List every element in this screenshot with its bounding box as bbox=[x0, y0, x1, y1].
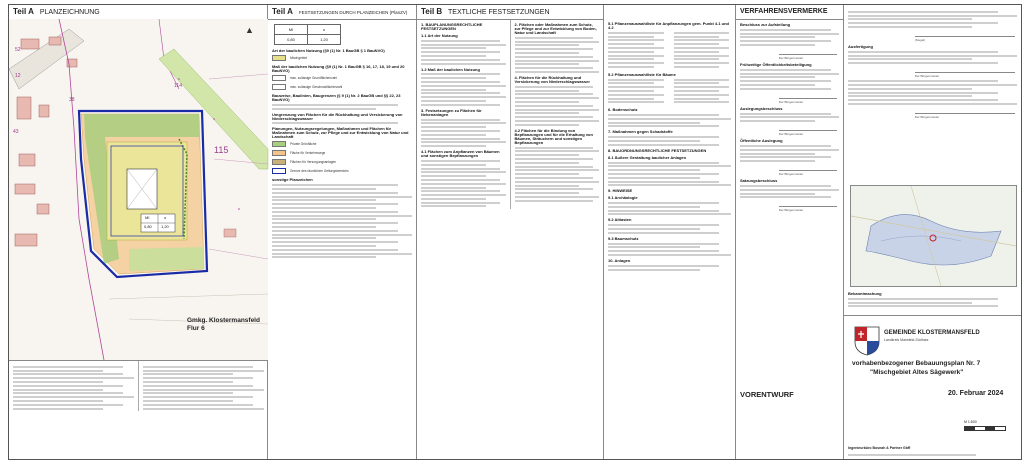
plan-notes bbox=[9, 360, 268, 462]
legend-row bbox=[272, 73, 412, 82]
gemarkung-name: Gmkg. Klostermansfeld bbox=[187, 317, 260, 324]
text-section: 9.2 Altlasten bbox=[608, 217, 632, 223]
legend-row bbox=[272, 148, 412, 157]
parcel-label: 115 bbox=[214, 145, 229, 155]
procedure-step: Öffentliche Auslegung bbox=[740, 138, 783, 144]
legend-cell: o bbox=[308, 25, 341, 35]
legend-label: max. zulässige Geschossflächenzahl bbox=[290, 84, 343, 89]
legend-row bbox=[272, 53, 412, 62]
legend-row bbox=[272, 157, 412, 166]
text-section: 5.1 Pflanzenauswahlliste für Anpflanzungen gem. Punkt 4.1 und 4.2 bbox=[608, 21, 729, 30]
site-map bbox=[9, 19, 268, 360]
planzeichnung-column bbox=[9, 5, 268, 459]
col3-tag: Teil B bbox=[421, 7, 443, 16]
legend-cell: MI bbox=[275, 25, 308, 35]
legend-section: Art der baulichen Nutzung (§9 (1) Nr. 1 BauGB § 1 BauNVO) bbox=[272, 48, 385, 53]
text-section: 9.1 Archäologie bbox=[608, 195, 638, 201]
legend-label: Mischgebiet bbox=[290, 55, 308, 60]
parcel-label: 52 bbox=[15, 47, 21, 53]
plan-title: vorhabenbezogener Bebauungsplan Nr. 7 bbox=[852, 360, 981, 367]
legend-label: Flächen für Versorgungsanlagen bbox=[290, 159, 337, 164]
text-section: 1. BAUPLANUNGSRECHTLICHE FESTSETZUNGEN bbox=[421, 22, 483, 31]
schablone-cell: 0,80 bbox=[144, 224, 152, 229]
text-section: 9.3 Baumschutz bbox=[608, 235, 639, 241]
text-section: 4.2 Flächen für die Bindung von Bepflanzungen und für die Erhaltung von Bäumen, Sträuchern und sonstigen Bepflanzungen bbox=[514, 127, 593, 145]
textliche-festsetzungen-column bbox=[417, 5, 604, 459]
north-arrow-icon: ▲ bbox=[245, 25, 254, 35]
text-section: 1.2 Maß der baulichen Nutzung bbox=[421, 66, 480, 72]
procedure-step: Ausfertigung bbox=[848, 43, 873, 49]
parcel-label: 114 bbox=[174, 83, 182, 89]
legend-section: Bauweise, Baulinien, Baugrenzen (§ 9 (1) Nr. 2 BauGB und §§ 22, 23 BauNVO) bbox=[272, 93, 401, 102]
text-section: 8. BAUORDNUNGSRECHTLICHE FESTSETZUNGEN bbox=[608, 147, 707, 153]
planzeichen-header bbox=[268, 5, 416, 20]
text-section: 10. Anlagen bbox=[608, 258, 631, 264]
coat-of-arms-icon bbox=[854, 326, 880, 356]
legend-label: max. zulässige Grundflächenzahl bbox=[290, 75, 337, 80]
overview-map bbox=[850, 185, 1017, 287]
parcel-label: 12 bbox=[15, 73, 21, 79]
parcel-label: 43 bbox=[13, 129, 19, 135]
scale-bar bbox=[964, 426, 1006, 431]
schablone-cell: 1,20 bbox=[161, 224, 169, 229]
plan-sheet bbox=[8, 4, 1022, 460]
municipality-district: Landkreis Mansfeld-Südharz bbox=[884, 338, 929, 342]
signature-line: Der Bürgermeister bbox=[779, 98, 837, 104]
plan-scale: M 1:500 bbox=[964, 420, 977, 424]
legend-section: Maß der baulichen Nutzung (§9 (1) Nr. 1 BauGB § 16, 17, 18, 19 und 20 BauNVO) bbox=[272, 64, 405, 73]
map-drawing bbox=[9, 19, 268, 360]
municipality-name: GEMEINDE KLOSTERMANSFELD bbox=[884, 330, 980, 336]
text-section: 9. HINWEISE bbox=[608, 188, 633, 194]
verfahrensvermerke-header bbox=[736, 5, 843, 20]
col1-tag: Teil A bbox=[13, 7, 34, 16]
legend-row bbox=[272, 82, 412, 91]
signature-line: Der Bürgermeister bbox=[915, 72, 1015, 78]
text-section: 6. Bodenschutz bbox=[608, 107, 638, 113]
text-section: 4.1 Flächen zum Anpflanzen von Bäumen und sonstigen Bepflanzungen bbox=[421, 149, 500, 159]
legend-row bbox=[272, 139, 412, 148]
teil-b-header bbox=[417, 5, 603, 20]
gemarkung-label bbox=[187, 317, 260, 333]
procedure-step: Beschluss zur Aufstellung bbox=[740, 22, 791, 27]
legend-section: sonstige Planzeichen bbox=[272, 177, 313, 183]
text-section: 3. Festsetzungen zu Flächen für Nebenanlagen bbox=[421, 107, 482, 117]
signature-line: (Siegel) bbox=[915, 36, 1015, 42]
schablone-cell: o bbox=[164, 215, 167, 220]
planzeichnung-header bbox=[9, 5, 267, 20]
text-section: 8.1 Äußere Gestaltung baulicher Anlagen bbox=[608, 154, 687, 160]
signature-line: Der Bürgermeister bbox=[779, 206, 837, 212]
planzeichen-column bbox=[268, 5, 417, 459]
legend-label: Fläche für Verkehrswege bbox=[290, 150, 326, 155]
signature-line: Der Bürgermeister bbox=[915, 113, 1015, 119]
legend-label: Grenze des räumlichen Geltungsbereichs bbox=[290, 168, 349, 173]
plan-subtitle: "Mischgebiet Altes Sägewerk" bbox=[870, 369, 964, 376]
procedure-step: Frühzeitige Öffentlichkeitsbeteiligung bbox=[740, 61, 812, 67]
legend-section: Umgrenzung von Flächen für die Rückhaltung und Versickerung von Niederschlagswasser bbox=[272, 111, 403, 121]
hinweise-column bbox=[604, 5, 736, 459]
col2-title: FESTSETZUNGEN DURCH PLANZEICHEN (PlanZV) bbox=[298, 10, 408, 15]
text-section: 7. Maßnahmen gegen Schadstoffe bbox=[608, 129, 673, 135]
legend-cell: 0,80 bbox=[275, 35, 308, 45]
legend-section: Planungen, Nutzungsregelungen, Maßnahmen und Flächen für Maßnahmen zum Schutz, zur Pflege und zur Entwicklung von Natur und Landschaft bbox=[272, 126, 409, 140]
col3-title: TEXTLICHE FESTSETZUNGEN bbox=[448, 9, 550, 16]
plan-date: 20. Februar 2024 bbox=[948, 390, 1004, 397]
plan-stage: VORENTWURF bbox=[740, 390, 794, 399]
procedure-step: Bekanntmachung bbox=[848, 291, 882, 296]
signature-line: Der Bürgermeister bbox=[779, 170, 837, 176]
col5-title: VERFAHRENSVERMERKE bbox=[740, 8, 828, 15]
flur-number: Flur 6 bbox=[187, 325, 205, 332]
title-block bbox=[740, 315, 1021, 462]
parcel-label: 38 bbox=[69, 97, 75, 103]
text-section: 1.1 Art der Nutzung bbox=[421, 33, 458, 38]
legend-cell: 1,20 bbox=[308, 35, 341, 45]
text-section: 2. Flächen oder Maßnahmen zum Schutz, zur Pflege und zur Entwicklung von Boden, Natur und Landschaft bbox=[514, 22, 597, 35]
overview-map-drawing bbox=[851, 186, 1016, 286]
col1-title: PLANZEICHNUNG bbox=[39, 9, 100, 16]
signature-line: Der Bürgermeister bbox=[779, 54, 837, 60]
legend-label: Private Grünfläche bbox=[290, 141, 317, 146]
office-name: Ingenieurbüro Bosnah & Partner GbR bbox=[848, 446, 911, 450]
legend-row bbox=[272, 166, 412, 175]
schablone-cell: MI bbox=[145, 215, 150, 220]
text-section: 5.2 Pflanzenauswahlliste für Bäume bbox=[608, 71, 676, 77]
procedure-step: Satzungsbeschluss bbox=[740, 178, 778, 184]
text-section: 4. Flächen für die Rückhaltung und Versickerung von Niederschlagswasser bbox=[514, 74, 590, 84]
signature-line: Der Bürgermeister bbox=[779, 130, 837, 136]
nutzungsschablone-legend bbox=[274, 24, 341, 45]
procedure-step: Auslegungsbeschluss bbox=[740, 105, 783, 111]
col2-tag: Teil A bbox=[272, 7, 293, 16]
